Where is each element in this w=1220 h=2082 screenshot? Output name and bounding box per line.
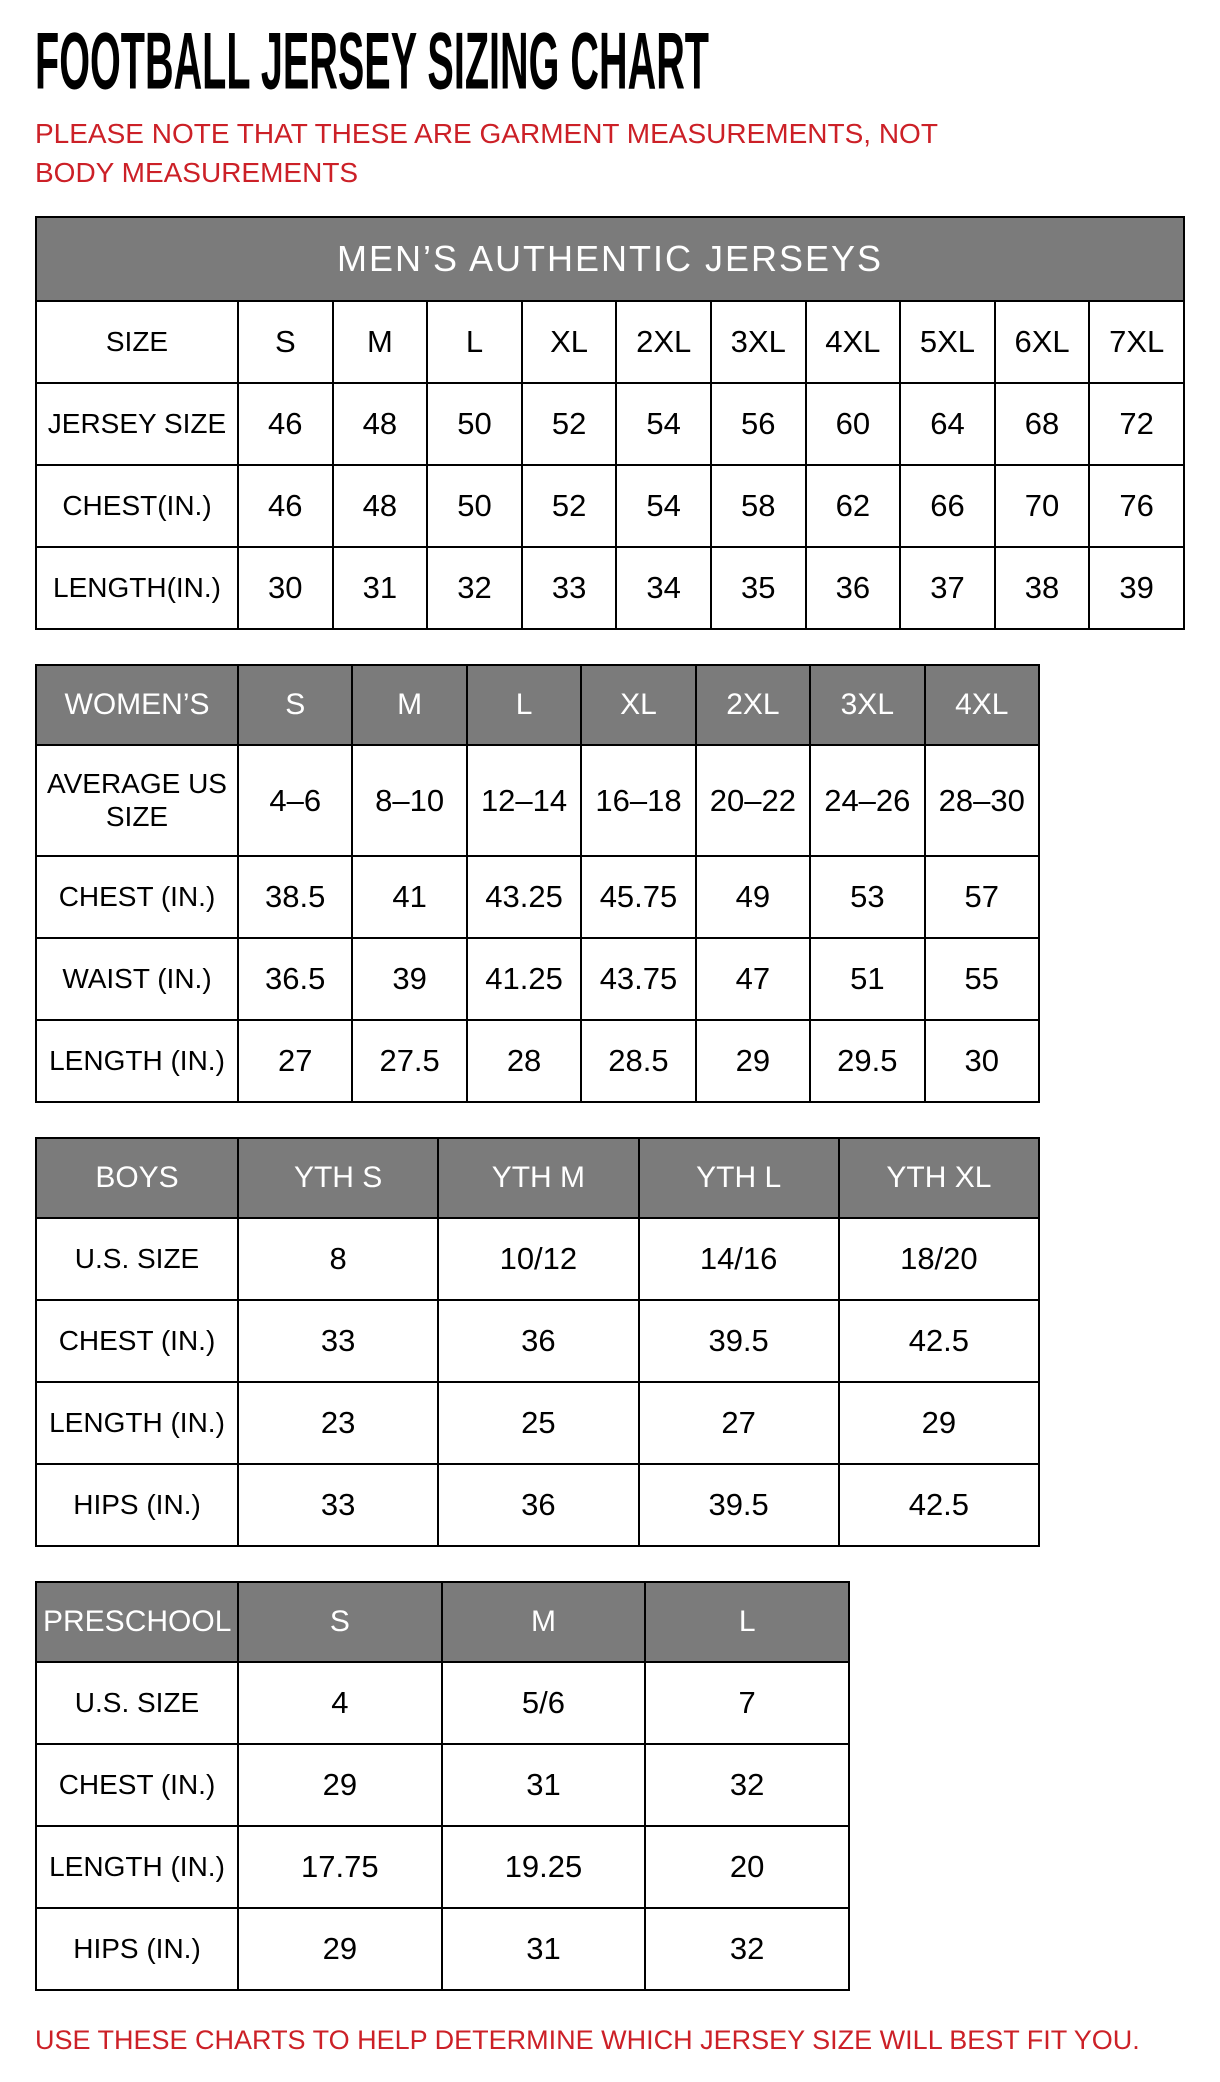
mens-table-r2-c9: 70 <box>995 465 1090 547</box>
preschool-table <box>35 1581 850 1991</box>
womens-table-r0-c7: 4XL <box>925 665 1039 745</box>
mens-table-r1-c1: 46 <box>238 383 333 465</box>
preschool-table-r3-c2: 19.25 <box>442 1826 646 1908</box>
preschool-table-r1-c0: U.S. SIZE <box>36 1662 238 1744</box>
womens-table-r0-c2: M <box>352 665 466 745</box>
preschool-table-r4-c1: 29 <box>238 1908 442 1990</box>
mens-table-r2-c3: 50 <box>427 465 522 547</box>
mens-table-r1-c4: 52 <box>522 383 617 465</box>
mens-table-r1-c6: 56 <box>711 383 806 465</box>
womens-table-r2-c1: 38.5 <box>238 856 352 938</box>
mens-table-r2-c6: 58 <box>711 465 806 547</box>
boys-table-r4-c2: 36 <box>438 1464 638 1546</box>
mens-table-r2-c1: 46 <box>238 465 333 547</box>
mens-table-r0-c1: S <box>238 301 333 383</box>
boys-table-r1-c3: 14/16 <box>639 1218 839 1300</box>
mens-table-r3-c2: 31 <box>333 547 428 629</box>
mens-table-r0-c9: 6XL <box>995 301 1090 383</box>
page-title <box>35 16 1185 107</box>
womens-table-r3-c6: 51 <box>810 938 924 1020</box>
womens-table-r4-c1: 27 <box>238 1020 352 1102</box>
mens-table-r1-c8: 64 <box>900 383 995 465</box>
womens-table-r4-c3: 28 <box>467 1020 581 1102</box>
womens-table-r3-c4: 43.75 <box>581 938 695 1020</box>
womens-table-r4-c6: 29.5 <box>810 1020 924 1102</box>
womens-table-r3-c2: 39 <box>352 938 466 1020</box>
mens-table-r1-c0: JERSEY SIZE <box>36 383 238 465</box>
womens-table-r2-c3: 43.25 <box>467 856 581 938</box>
mens-table-r0-c5: 2XL <box>616 301 711 383</box>
mens-table-r3-c4: 33 <box>522 547 617 629</box>
mens-table-r1-c3: 50 <box>427 383 522 465</box>
mens-table-r2-c4: 52 <box>522 465 617 547</box>
mens-table-r3-c9: 38 <box>995 547 1090 629</box>
mens-table-r0-c3: L <box>427 301 522 383</box>
boys-table-r1-c4: 18/20 <box>839 1218 1039 1300</box>
preschool-table-r3-c1: 17.75 <box>238 1826 442 1908</box>
preschool-table-r2-c0: CHEST (IN.) <box>36 1744 238 1826</box>
boys-table-r2-c4: 42.5 <box>839 1300 1039 1382</box>
preschool-table-r1-c1: 4 <box>238 1662 442 1744</box>
preschool-table-r3-c0: LENGTH (IN.) <box>36 1826 238 1908</box>
preschool-table-r3-c3: 20 <box>645 1826 849 1908</box>
womens-table-r0-c5: 2XL <box>696 665 810 745</box>
preschool-table-r1-c2: 5/6 <box>442 1662 646 1744</box>
boys-table-r4-c1: 33 <box>238 1464 438 1546</box>
preschool-table-r4-c2: 31 <box>442 1908 646 1990</box>
womens-table-section <box>35 664 1040 1102</box>
mens-table-section <box>35 216 1185 630</box>
womens-table-r0-c1: S <box>238 665 352 745</box>
boys-table-r3-c1: 23 <box>238 1382 438 1464</box>
womens-table-r4-c5: 29 <box>696 1020 810 1102</box>
boys-table-r4-c4: 42.5 <box>839 1464 1039 1546</box>
preschool-table-r4-c3: 32 <box>645 1908 849 1990</box>
mens-table-r3-c5: 34 <box>616 547 711 629</box>
preschool-table-r4-c0: HIPS (IN.) <box>36 1908 238 1990</box>
page-title-text: FOOTBALL JERSEY SIZING CHART <box>35 16 709 107</box>
preschool-table-r0-c3: L <box>645 1582 849 1662</box>
mens-table-banner: MEN’S AUTHENTIC JERSEYS <box>36 217 1184 301</box>
boys-table-r0-c4: YTH XL <box>839 1138 1039 1218</box>
womens-table-r1-c7: 28–30 <box>925 745 1039 855</box>
mens-table-r0-c2: M <box>333 301 428 383</box>
womens-table-r1-c6: 24–26 <box>810 745 924 855</box>
preschool-table-r2-c3: 32 <box>645 1744 849 1826</box>
mens-table-r2-c2: 48 <box>333 465 428 547</box>
womens-table-r1-c2: 8–10 <box>352 745 466 855</box>
mens-table-r2-c8: 66 <box>900 465 995 547</box>
boys-table-r1-c1: 8 <box>238 1218 438 1300</box>
preschool-table-r0-c2: M <box>442 1582 646 1662</box>
boys-table-r0-c2: YTH M <box>438 1138 638 1218</box>
mens-table-r3-c10: 39 <box>1089 547 1184 629</box>
boys-table-r3-c2: 25 <box>438 1382 638 1464</box>
womens-table-r1-c5: 20–22 <box>696 745 810 855</box>
preschool-table-r0-c0: PRESCHOOL <box>36 1582 238 1662</box>
boys-table-section <box>35 1137 1040 1547</box>
mens-table-r1-c9: 68 <box>995 383 1090 465</box>
womens-table-r3-c5: 47 <box>696 938 810 1020</box>
boys-table-r1-c2: 10/12 <box>438 1218 638 1300</box>
footer-note: USE THESE CHARTS TO HELP DETERMINE WHICH JERSEY SIZE WILL BEST FIT YOU. <box>35 2024 1140 2055</box>
mens-table-r0-c8: 5XL <box>900 301 995 383</box>
boys-table-r4-c0: HIPS (IN.) <box>36 1464 238 1546</box>
mens-table-r0-c6: 3XL <box>711 301 806 383</box>
mens-table-r2-c0: CHEST(IN.) <box>36 465 238 547</box>
womens-table-r2-c6: 53 <box>810 856 924 938</box>
preschool-table-r0-c1: S <box>238 1582 442 1662</box>
womens-table-r2-c0: CHEST (IN.) <box>36 856 238 938</box>
boys-table-r3-c3: 27 <box>639 1382 839 1464</box>
mens-table-r0-c0: SIZE <box>36 301 238 383</box>
boys-table-r2-c3: 39.5 <box>639 1300 839 1382</box>
womens-table-r1-c0: AVERAGE US SIZE <box>36 745 238 855</box>
mens-table-r3-c8: 37 <box>900 547 995 629</box>
boys-table-r0-c1: YTH S <box>238 1138 438 1218</box>
womens-table-r3-c7: 55 <box>925 938 1039 1020</box>
measurement-note: PLEASE NOTE THAT THESE ARE GARMENT MEASUREMENTS, NOT BODY MEASUREMENTS <box>35 118 938 189</box>
mens-table-r3-c3: 32 <box>427 547 522 629</box>
mens-table-r1-c7: 60 <box>806 383 901 465</box>
womens-table <box>35 664 1040 1102</box>
womens-table-r0-c0: WOMEN’S <box>36 665 238 745</box>
preschool-table-r1-c3: 7 <box>645 1662 849 1744</box>
mens-table-r1-c2: 48 <box>333 383 428 465</box>
mens-table-r1-c5: 54 <box>616 383 711 465</box>
mens-table-r3-c0: LENGTH(IN.) <box>36 547 238 629</box>
preschool-table-r2-c2: 31 <box>442 1744 646 1826</box>
womens-table-r4-c2: 27.5 <box>352 1020 466 1102</box>
womens-table-r1-c3: 12–14 <box>467 745 581 855</box>
mens-table-r1-c10: 72 <box>1089 383 1184 465</box>
boys-table-r3-c4: 29 <box>839 1382 1039 1464</box>
womens-table-r0-c4: XL <box>581 665 695 745</box>
mens-table-r2-c7: 62 <box>806 465 901 547</box>
womens-table-r1-c4: 16–18 <box>581 745 695 855</box>
boys-table-r2-c1: 33 <box>238 1300 438 1382</box>
boys-table-r2-c2: 36 <box>438 1300 638 1382</box>
preschool-table-r2-c1: 29 <box>238 1744 442 1826</box>
boys-table-r4-c3: 39.5 <box>639 1464 839 1546</box>
boys-table-r2-c0: CHEST (IN.) <box>36 1300 238 1382</box>
womens-table-r0-c3: L <box>467 665 581 745</box>
womens-table-r2-c5: 49 <box>696 856 810 938</box>
mens-table-r0-c10: 7XL <box>1089 301 1184 383</box>
boys-table-r0-c0: BOYS <box>36 1138 238 1218</box>
mens-table <box>35 216 1185 630</box>
preschool-table-section <box>35 1581 850 1991</box>
mens-table-r2-c5: 54 <box>616 465 711 547</box>
womens-table-r3-c0: WAIST (IN.) <box>36 938 238 1020</box>
womens-table-r2-c4: 45.75 <box>581 856 695 938</box>
mens-table-r3-c6: 35 <box>711 547 806 629</box>
womens-table-r3-c3: 41.25 <box>467 938 581 1020</box>
womens-table-r0-c6: 3XL <box>810 665 924 745</box>
womens-table-r2-c2: 41 <box>352 856 466 938</box>
womens-table-r4-c0: LENGTH (IN.) <box>36 1020 238 1102</box>
boys-table-r3-c0: LENGTH (IN.) <box>36 1382 238 1464</box>
mens-table-r0-c4: XL <box>522 301 617 383</box>
mens-table-r0-c7: 4XL <box>806 301 901 383</box>
mens-table-r3-c1: 30 <box>238 547 333 629</box>
womens-table-r1-c1: 4–6 <box>238 745 352 855</box>
boys-table-r1-c0: U.S. SIZE <box>36 1218 238 1300</box>
womens-table-r3-c1: 36.5 <box>238 938 352 1020</box>
womens-table-r2-c7: 57 <box>925 856 1039 938</box>
boys-table-r0-c3: YTH L <box>639 1138 839 1218</box>
womens-table-r4-c7: 30 <box>925 1020 1039 1102</box>
mens-table-r2-c10: 76 <box>1089 465 1184 547</box>
boys-table <box>35 1137 1040 1547</box>
womens-table-r4-c4: 28.5 <box>581 1020 695 1102</box>
mens-table-r3-c7: 36 <box>806 547 901 629</box>
